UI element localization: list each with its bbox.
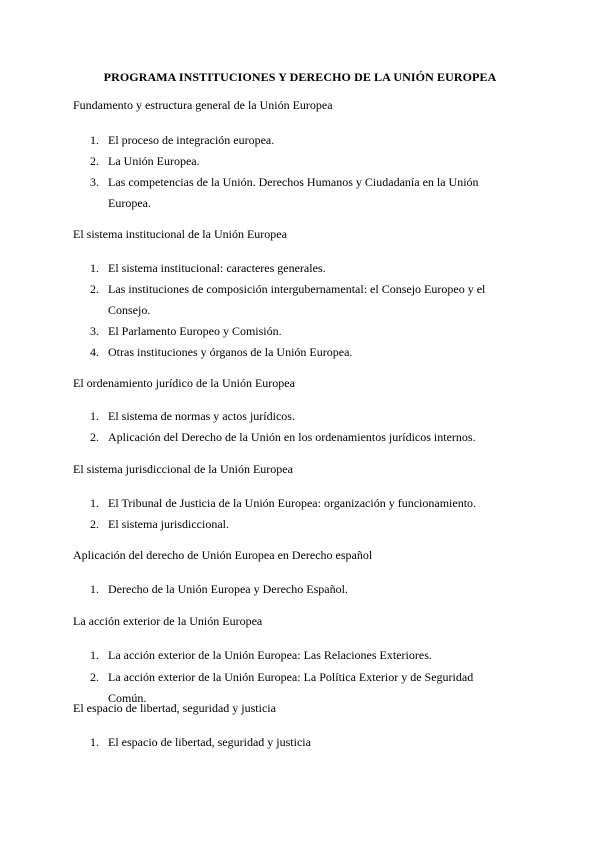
list-item-text: La acción exterior de la Unión Europea: La Política Exterior y de Seguridad Común. <box>108 670 474 705</box>
list-item <box>90 514 510 535</box>
section-heading-sistema-institucional: El sistema institucional de la Unión Europea <box>73 227 287 241</box>
section-heading-accion-exterior: La acción exterior de la Unión Europea <box>73 614 263 628</box>
list-item <box>90 151 510 172</box>
list-item-number: 1. <box>90 496 99 510</box>
list-item-text: Derecho de la Unión Europea y Derecho Español. <box>108 582 348 596</box>
list-item <box>90 342 510 363</box>
list-item-number: 1. <box>90 261 99 275</box>
list-item-text: El proceso de integración europea. <box>108 133 275 147</box>
list-item-number: 2. <box>90 517 99 531</box>
list-item-text: El sistema jurisdiccional. <box>108 517 229 531</box>
list-item <box>90 279 510 321</box>
list-item-number: 2. <box>90 430 99 444</box>
section-heading-jurisdiccional: El sistema jurisdiccional de la Unión Europea <box>73 462 293 476</box>
section-heading-aplicacion: Aplicación del derecho de Unión Europea en Derecho español <box>73 548 373 562</box>
list-item-number: 4. <box>90 345 99 359</box>
list-item <box>90 321 510 342</box>
list-item-number: 1. <box>90 133 99 147</box>
list-item-number: 1. <box>90 648 99 662</box>
list-item-text: La acción exterior de la Unión Europea: Las Relaciones Exteriores. <box>108 648 432 662</box>
list-item <box>90 258 510 279</box>
list-item-text: Las competencias de la Unión. Derechos Humanos y Ciudadanía en la Unión Europea. <box>108 175 479 210</box>
list-item-text: El sistema institucional: caracteres generales. <box>108 261 326 275</box>
list-item-text: La Unión Europea. <box>108 154 200 168</box>
list-item <box>90 427 510 448</box>
document-title: PROGRAMA INSTITUCIONES Y DERECHO DE LA UNIÓN EUROPEA <box>103 70 497 84</box>
list-item-number: 3. <box>90 324 99 338</box>
list-item-text: Las instituciones de composición intergubernamental: el Consejo Europeo y el Consejo. <box>108 282 486 317</box>
list-item <box>90 645 510 666</box>
list-item-text: El espacio de libertad, seguridad y justicia <box>108 735 311 749</box>
list-item-number: 2. <box>90 282 99 296</box>
list-item-number: 1. <box>90 735 99 749</box>
list-item <box>90 172 510 214</box>
section-heading-espacio-libertad: El espacio de libertad, seguridad y justicia <box>73 701 276 715</box>
list-item <box>90 406 510 427</box>
section-heading-fundamento: Fundamento y estructura general de la Unión Europea <box>73 98 333 112</box>
list-item-text: El Tribunal de Justicia de la Unión Europea: organización y funcionamiento. <box>108 496 477 510</box>
section-heading-ordenamiento: El ordenamiento jurídico de la Unión Europea <box>73 376 295 390</box>
list-item-number: 2. <box>90 670 99 684</box>
list-item <box>90 732 510 753</box>
list-item <box>90 493 510 514</box>
list-item-text: Aplicación del Derecho de la Unión en los ordenamientos jurídicos internos. <box>108 430 476 444</box>
list-item-number: 3. <box>90 175 99 189</box>
list-item-number: 1. <box>90 582 99 596</box>
list-item-text: El sistema de normas y actos jurídicos. <box>108 409 295 423</box>
list-item-number: 1. <box>90 409 99 423</box>
list-item <box>90 130 510 151</box>
list-item-text: El Parlamento Europeo y Comisión. <box>108 324 282 338</box>
list-item-number: 2. <box>90 154 99 168</box>
list-item <box>90 579 510 600</box>
list-item-text: Otras instituciones y órganos de la Unión Europea. <box>108 345 353 359</box>
